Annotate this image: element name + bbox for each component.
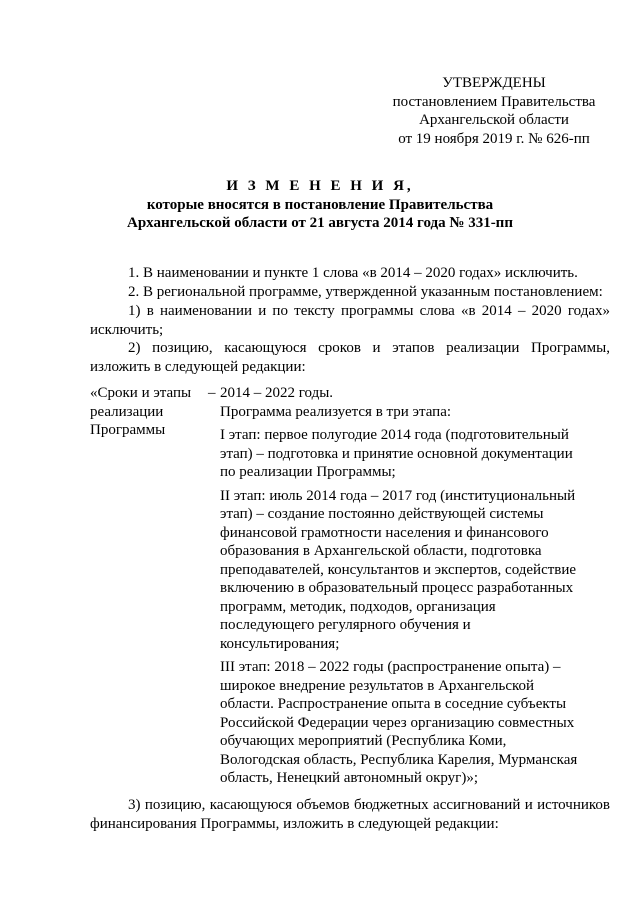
approval-date: от 19 ноября 2019 г. № 626-пп [398,130,590,147]
approval-line: постановлением Правительства [392,93,596,110]
approval-line: Архангельской области [419,112,569,128]
table-content [220,384,590,793]
item-2: 2. В региональной программе, утвержденной указанным постановлением: [128,284,603,300]
approval-block [380,74,608,148]
document-title [60,177,580,233]
title-line: Архангельской области от 21 августа 2014 года № 331-пп [127,215,513,231]
subitem-2: 2) позицию, касающуюся сроков и этапов реализации Программы, изложить в следующей редакции: [90,340,610,375]
stage-1: I этап: первое полугодие 2014 года (подготовительный этап) – подготовка и принятие основной документации по реализации Программы; [220,427,573,480]
stage-2: II этап: июль 2014 года – 2017 год (институциональный этап) – создание постоянно действующей системы финансовой грамотности населения и финансового образования в Архангельской области, подготовка преподавателей, консультантов и экспертов, содействие включению в образовательный процесс разработанных программ, методик, подходов, организация последующего регулярного обучения и консультирования; [220,487,577,652]
table-intro: Программа реализуется в три этапа: [220,403,452,420]
table-label: «Сроки и этапы реализации Программы [90,385,192,438]
table-years: 2014 – 2022 годы. [220,385,334,401]
item-1: 1. В наименовании и пункте 1 слова «в 2014 – 2020 годах» исключить. [128,265,578,281]
table-dash: – [208,385,216,401]
stage-3: III этап: 2018 – 2022 годы (распространение опыта) – широкое внедрение результатов в Архангельской области. Распространение опыта в соседние субъекты Российской Федерации через организацию совместных обучающих мероприятий (Республика Коми, Вологодская область, Республика Карелия, Мурманская область, Ненецкий автономный округ)»; [220,659,578,786]
title-heading: И З М Е Н Е Н И Я, [226,178,414,194]
subitem-1: 1) в наименовании и по тексту программы слова «в 2014 – 2020 годах» исключить; [90,303,610,338]
title-line: которые вносятся в постановление Правительства [146,196,494,213]
approval-title: УТВЕРЖДЕНЫ [442,75,546,91]
subitem-3: 3) позицию, касающуюся объемов бюджетных ассигнований и источников финансирования Программы, изложить в следующей редакции: [90,797,610,832]
